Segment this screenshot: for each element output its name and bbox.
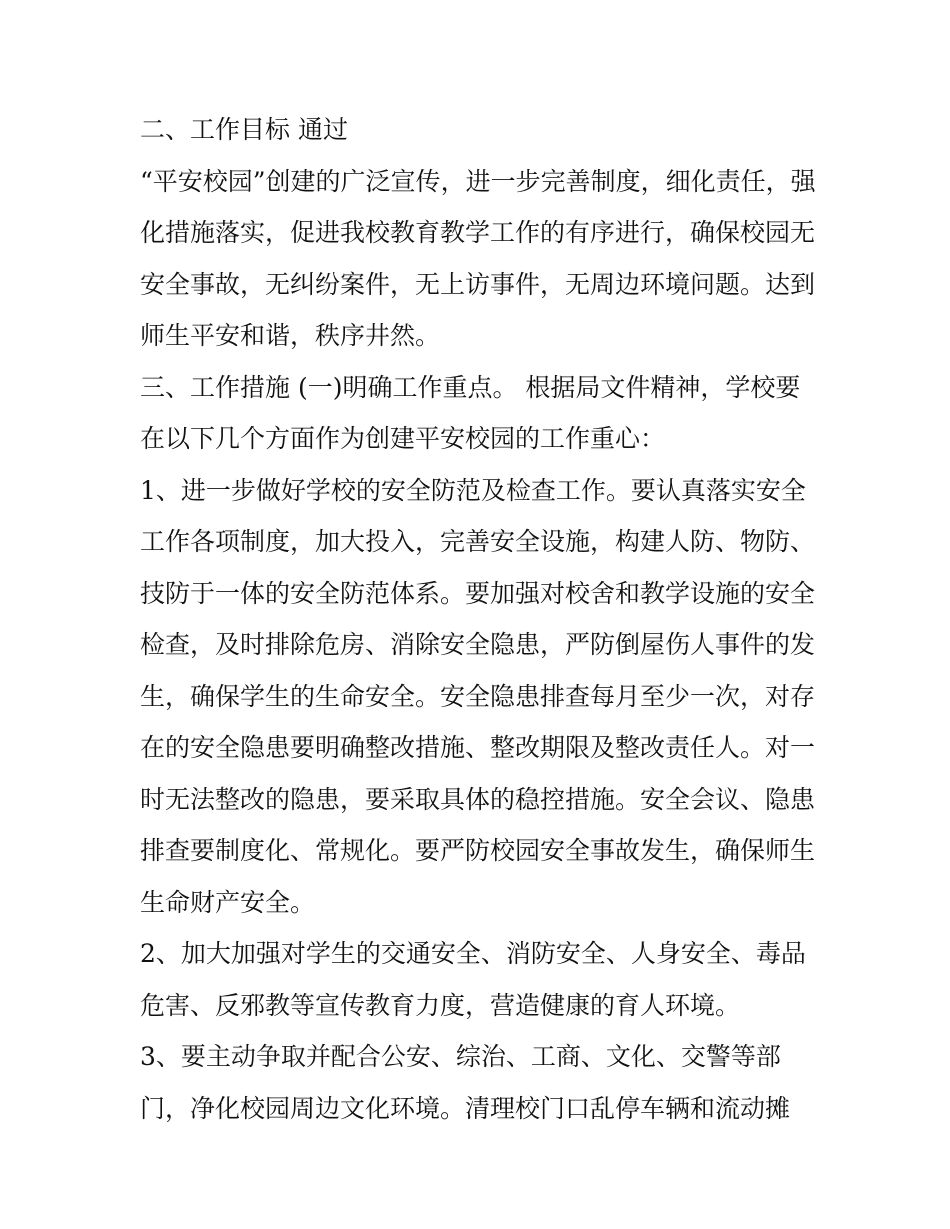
text-line: “平安校园”创建的广泛宣传，进一步完善制度，细化责任，强	[140, 166, 816, 196]
text-line: 三、工作措施 (一)明确工作重点。 根据局文件精神，学校要	[140, 372, 801, 402]
text-line: 生，确保学生的生命安全。安全隐患排查每月至少一次，对存	[140, 681, 816, 711]
text-line: 在以下几个方面作为创建平安校园的工作重心：	[140, 424, 666, 453]
text-line: 1、进一步做好学校的安全防范及检查工作。要认真落实安全	[140, 475, 806, 505]
text-line: 时无法整改的隐患，要采取具体的稳控措施。安全会议、隐患	[140, 784, 816, 814]
text-line: 技防于一体的安全防范体系。要加强对校舍和教学设施的安全	[140, 578, 816, 608]
text-line: 生命财产安全。	[140, 887, 316, 917]
text-line: 安全事故，无纠纷案件，无上访事件，无周边环境问题。达到	[140, 269, 816, 299]
text-line: 二、工作目标 通过	[140, 115, 348, 144]
text-line: 2、加大加强对学生的交通安全、消防安全、人身安全、毒品	[140, 939, 806, 968]
text-line: 在的安全隐患要明确整改措施、整改期限及整改责任人。对一	[140, 733, 816, 762]
text-line: 工作各项制度，加大投入，完善安全设施，构建人防、物防、	[140, 527, 816, 556]
text-line: 3、要主动争取并配合公安、综治、工商、文化、交警等部	[140, 1042, 781, 1071]
text-line: 化措施落实，促进我校教育教学工作的有序进行，确保校园无	[140, 218, 816, 247]
text-line: 门，净化校园周边文化环境。清理校门口乱停车辆和流动摊	[140, 1093, 791, 1123]
text-line: 排查要制度化、常规化。要严防校园安全事故发生，确保师生	[140, 836, 816, 865]
text-line: 师生平安和谐，秩序井然。	[140, 321, 441, 350]
document-body	[140, 104, 830, 1134]
text-line: 检查，及时排除危房、消除安全隐患，严防倒屋伤人事件的发	[140, 630, 816, 659]
text-line: 危害、反邪教等宣传教育力度，营造健康的育人环境。	[140, 990, 741, 1020]
